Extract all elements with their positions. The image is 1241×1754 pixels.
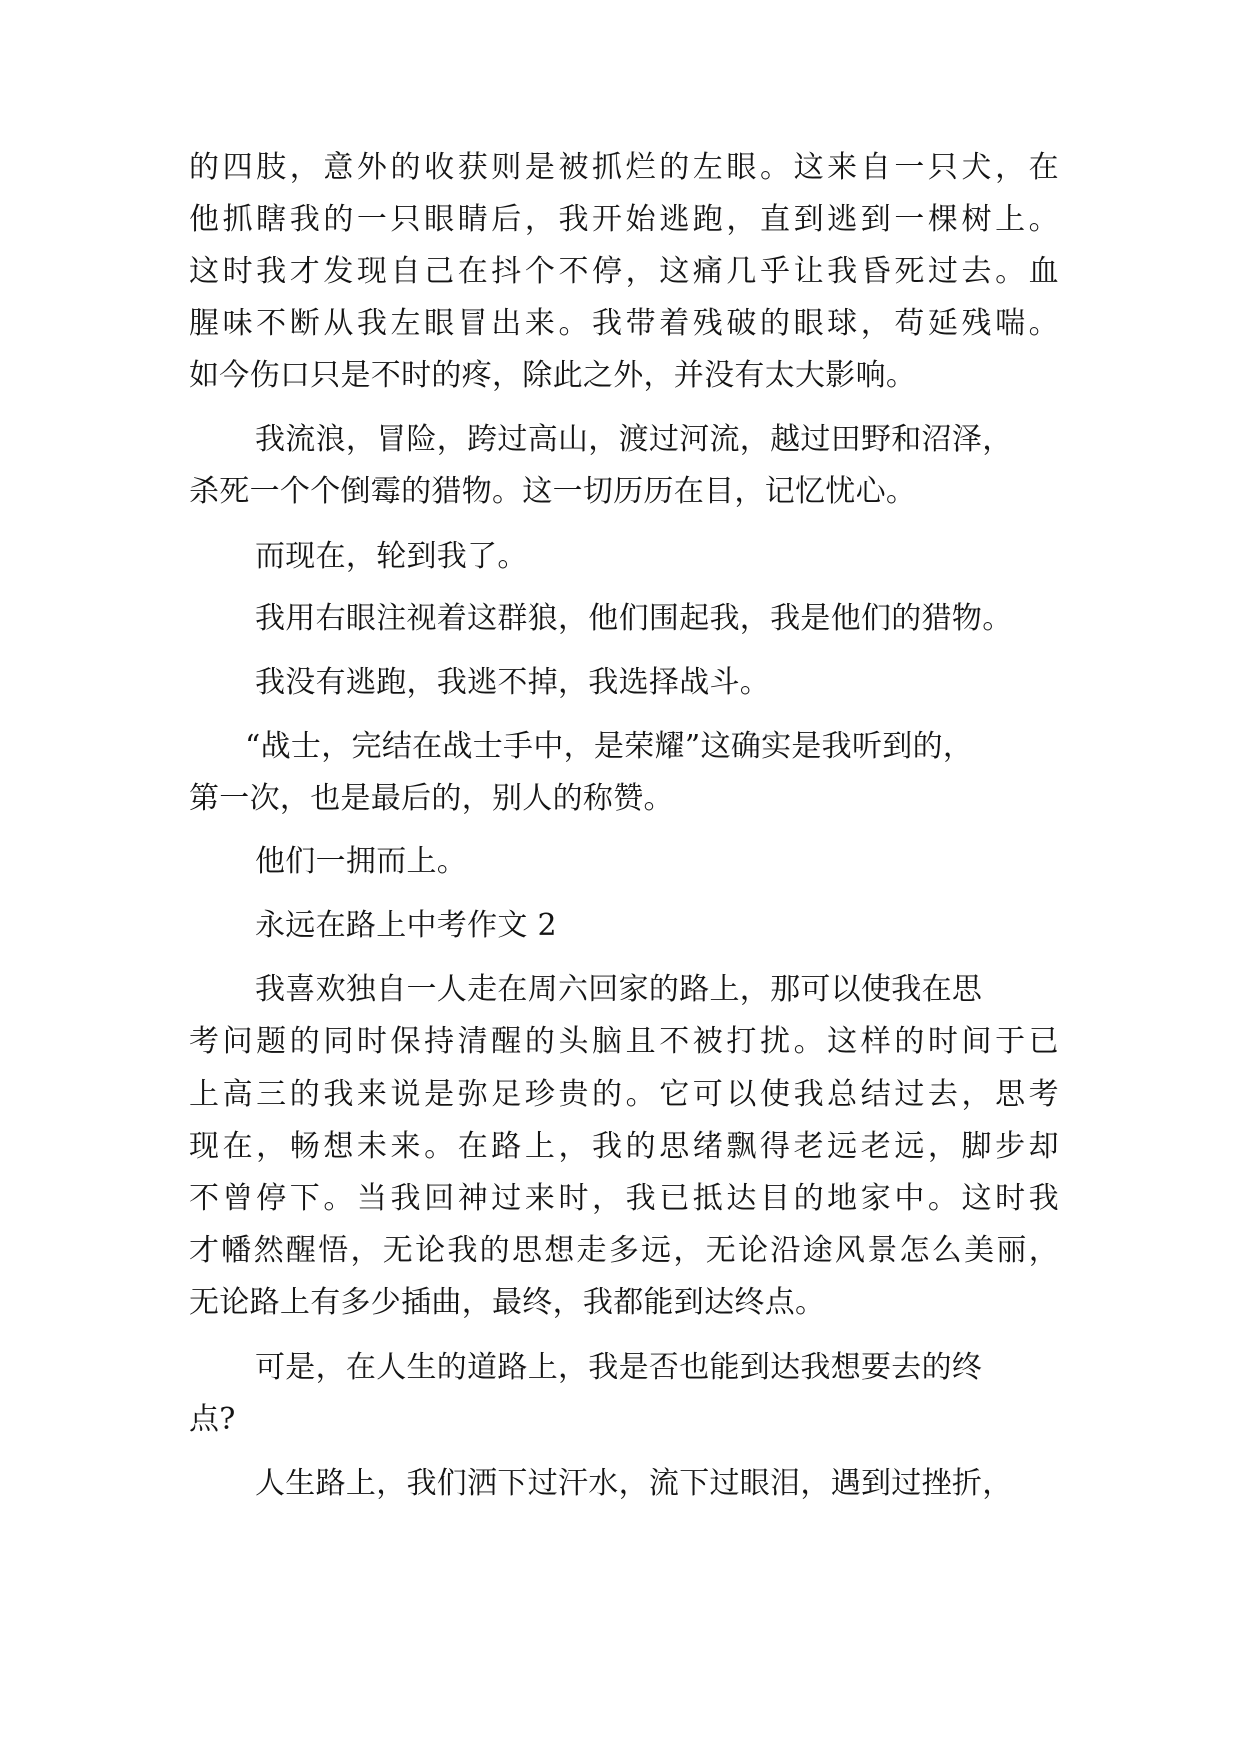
text-line: 考问题的同时保持清醒的头脑且不被打扰。这样的时间于已 — [189, 1024, 1059, 1059]
text-line: 我流浪，冒险，跨过高山，渡过河流，越过田野和沼泽， — [255, 422, 1013, 457]
text-line: 我用右眼注视着这群狼，他们围起我，我是他们的猎物。 — [255, 601, 1013, 636]
text-line: 不曾停下。当我回神过来时，我已抵达目的地家中。这时我 — [189, 1181, 1059, 1216]
text-line: 我没有逃跑，我逃不掉，我选择战斗。 — [255, 665, 771, 700]
text-line: 人生路上，我们洒下过汗水，流下过眼泪，遇到过挫折， — [255, 1466, 1013, 1501]
text-line: 才幡然醒悟，无论我的思想走多远，无论沿途风景怎么美丽， — [189, 1233, 1059, 1268]
text-line: 现在，畅想未来。在路上，我的思绪飘得老远老远，脚步却 — [189, 1129, 1059, 1164]
text-line: 第一次，也是最后的，别人的称赞。 — [189, 781, 674, 816]
text-line: 我喜欢独自一人走在周六回家的路上，那可以使我在思 — [255, 972, 983, 1007]
text-line: 如今伤口只是不时的疼，除此之外，并没有太大影响。 — [189, 358, 917, 393]
text-line: “战士，完结在战士手中，是荣耀”这确实是我听到的， — [245, 729, 974, 764]
text-line: 的四肢，意外的收获则是被抓烂的左眼。这来自一只犬，在 — [189, 150, 1059, 185]
text-line: 杀死一个个倒霉的猎物。这一切历历在目，记忆忧心。 — [189, 474, 917, 509]
text-line: 上高三的我来说是弥足珍贵的。它可以使我总结过去，思考 — [189, 1077, 1059, 1112]
text-line: 点? — [189, 1402, 236, 1437]
text-line: 腥味不断从我左眼冒出来。我带着残破的眼球，苟延残喘。 — [189, 306, 1059, 341]
text-line: 这时我才发现自己在抖个不停，这痛几乎让我昏死过去。血 — [189, 254, 1059, 289]
text-line: 他们一拥而上。 — [255, 844, 468, 879]
section-title: 永远在路上中考作文 2 — [255, 908, 557, 943]
text-line: 他抓瞎我的一只眼睛后，我开始逃跑，直到逃到一棵树上。 — [189, 202, 1059, 237]
text-line: 而现在，轮到我了。 — [255, 539, 528, 574]
text-line: 无论路上有多少插曲，最终，我都能到达终点。 — [189, 1285, 826, 1320]
text-line: 可是，在人生的道路上，我是否也能到达我想要去的终 — [255, 1350, 983, 1385]
